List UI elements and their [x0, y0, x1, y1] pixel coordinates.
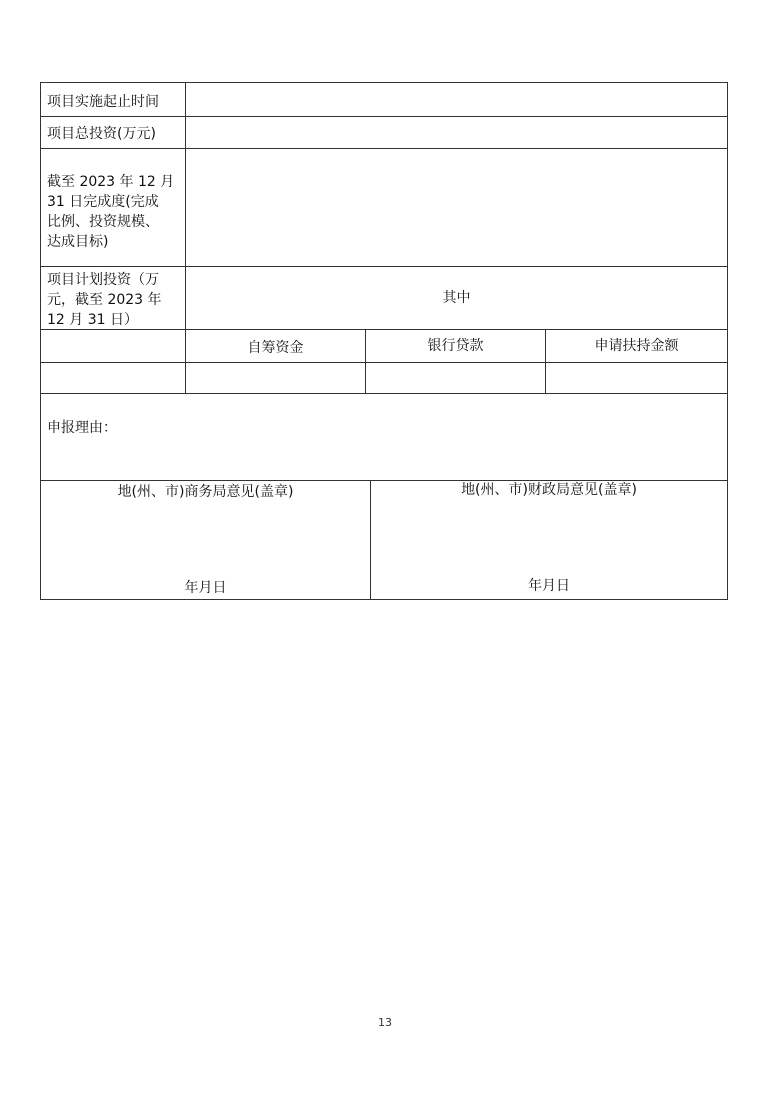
finance-bureau-opinion-label: 地(州、市)财政局意见(盖章) [461, 482, 637, 498]
bank-loan-header: 银行贷款 [427, 338, 484, 354]
completion-label-line: 截至 2023 年 12 月 [47, 174, 175, 190]
commerce-date-label: 年月日 [184, 580, 227, 596]
application-reason-label: 申报理由： [47, 420, 117, 436]
planned-investment-label-line: 项目计划投资（万 [47, 272, 159, 288]
table-border-bottom [40, 599, 728, 600]
self-raised-funds-header: 自筹资金 [247, 340, 304, 356]
row-divider [40, 148, 728, 149]
planned-investment-label-line: 元，截至 2023 年 [47, 292, 162, 308]
table-border-top [40, 82, 728, 83]
row-divider [40, 116, 728, 117]
row-divider [40, 266, 728, 267]
finance-date-label: 年月日 [528, 578, 570, 594]
row-divider [40, 362, 728, 363]
page-number: 13 [378, 1016, 392, 1029]
completion-label-line: 比例、投资规模、 [47, 214, 159, 230]
completion-label-line: 31 日完成度(完成 [47, 194, 159, 210]
row-divider [40, 393, 728, 394]
row-divider [40, 329, 728, 330]
commerce-bureau-opinion-label: 地(州、市)商务局意见(盖章) [117, 484, 294, 500]
completion-label-line: 达成目标) [47, 234, 109, 250]
table-border-right [727, 82, 728, 600]
planned-investment-label-line: 12 月 31 日） [47, 312, 138, 328]
period-label: 项目实施起止时间 [47, 94, 159, 110]
requested-support-header: 申请扶持金额 [594, 338, 679, 354]
of-which-label: 其中 [442, 290, 471, 306]
total-investment-label: 项目总投资(万元) [47, 126, 156, 142]
table-border-left [40, 82, 41, 600]
